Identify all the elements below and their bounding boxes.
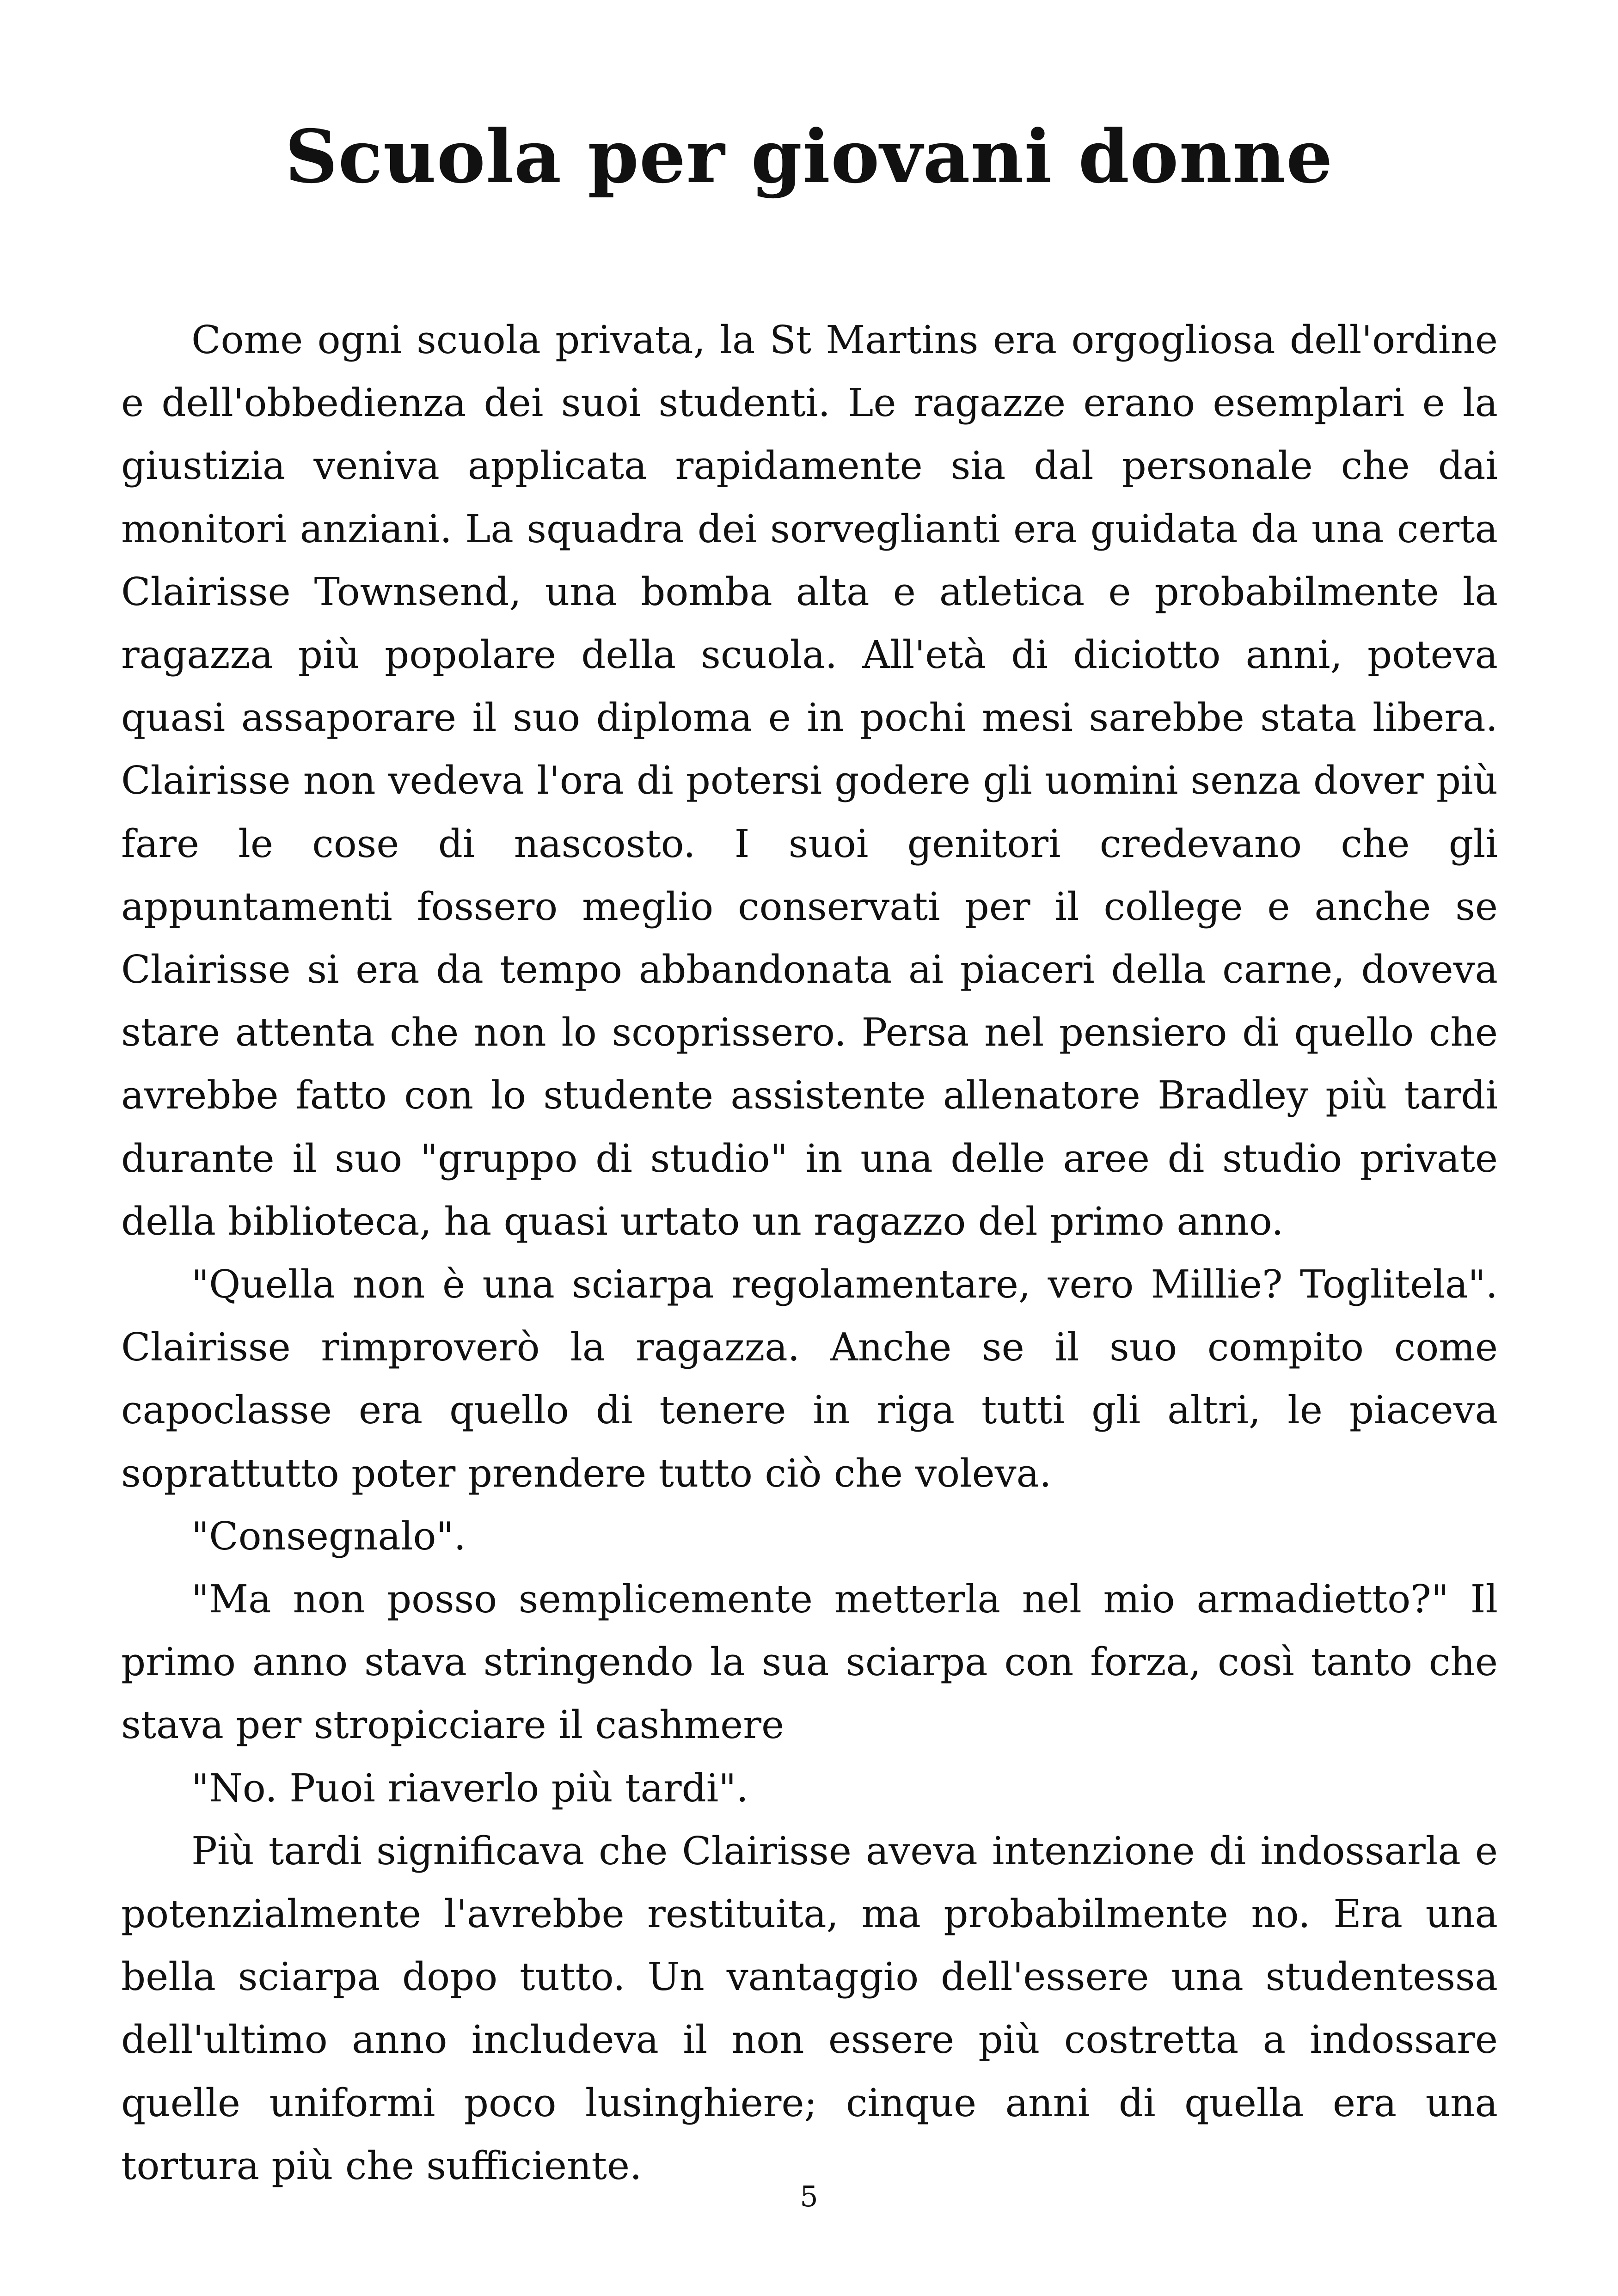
- paragraph: "Quella non è una sciarpa regolamentare, vero Millie? Toglitela". Clairisse rimproverò la ragazza. Anche se il suo compito come capoclasse era quello di tenere in riga tutti gli altri, le piaceva soprattutto poter prendere tutto ciò che voleva.: [121, 1262, 1498, 1496]
- chapter-title: Scuola per giovani donne: [285, 114, 1333, 200]
- paragraph: "Ma non posso semplicemente metterla nel mio armadietto?" Il primo anno stava stringendo la sua sciarpa con forza, così tanto che stava per stropicciare il cashmere: [121, 1577, 1498, 1748]
- page-number: 5: [800, 2180, 818, 2213]
- paragraph: Più tardi significava che Clairisse aveva intenzione di indossarla e potenzialmente l'avrebbe restituita, ma probabilmente no. Era una bella sciarpa dopo tutto. Un vantaggio dell'essere una studentessa dell'ultimo anno includeva il non essere più costretta a indossare quelle uniformi poco lusinghiere; cinque anni di quella era una tortura più che sufficiente.: [121, 1828, 1498, 2188]
- paragraph: "No. Puoi riaverlo più tardi".: [191, 1765, 748, 1811]
- paragraph: "Consegnalo".: [191, 1513, 466, 1559]
- chapter-body: [121, 309, 1498, 2198]
- paragraph: Come ogni scuola privata, la St Martins era orgogliosa dell'ordine e dell'obbedienza dei suoi studenti. Le ragazze erano esemplari e la giustizia veniva applicata rapidamente sia dal personale che dai monitori anziani. La squadra dei sorveglianti era guidata da una certa Clairisse Townsend, una bomba alta e atletica e probabilmente la ragazza più popolare della scuola. All'età di diciotto anni, poteva quasi assaporare il suo diploma e in pochi mesi sarebbe stata libera. Clairisse non vedeva l'ora di potersi godere gli uomini senza dover più fare le cose di nascosto. I suoi genitori credevano che gli appuntamenti fossero meglio conservati per il college e anche se Clairisse si era da tempo abbandonata ai piaceri della carne, doveva stare attenta che non lo scoprissero. Persa nel pensiero di quello che avrebbe fatto con lo studente assistente allenatore Bradley più tardi durante il suo "gruppo di studio" in una delle aree di studio private della biblioteca, ha quasi urtato un ragazzo del primo anno.: [121, 318, 1498, 1244]
